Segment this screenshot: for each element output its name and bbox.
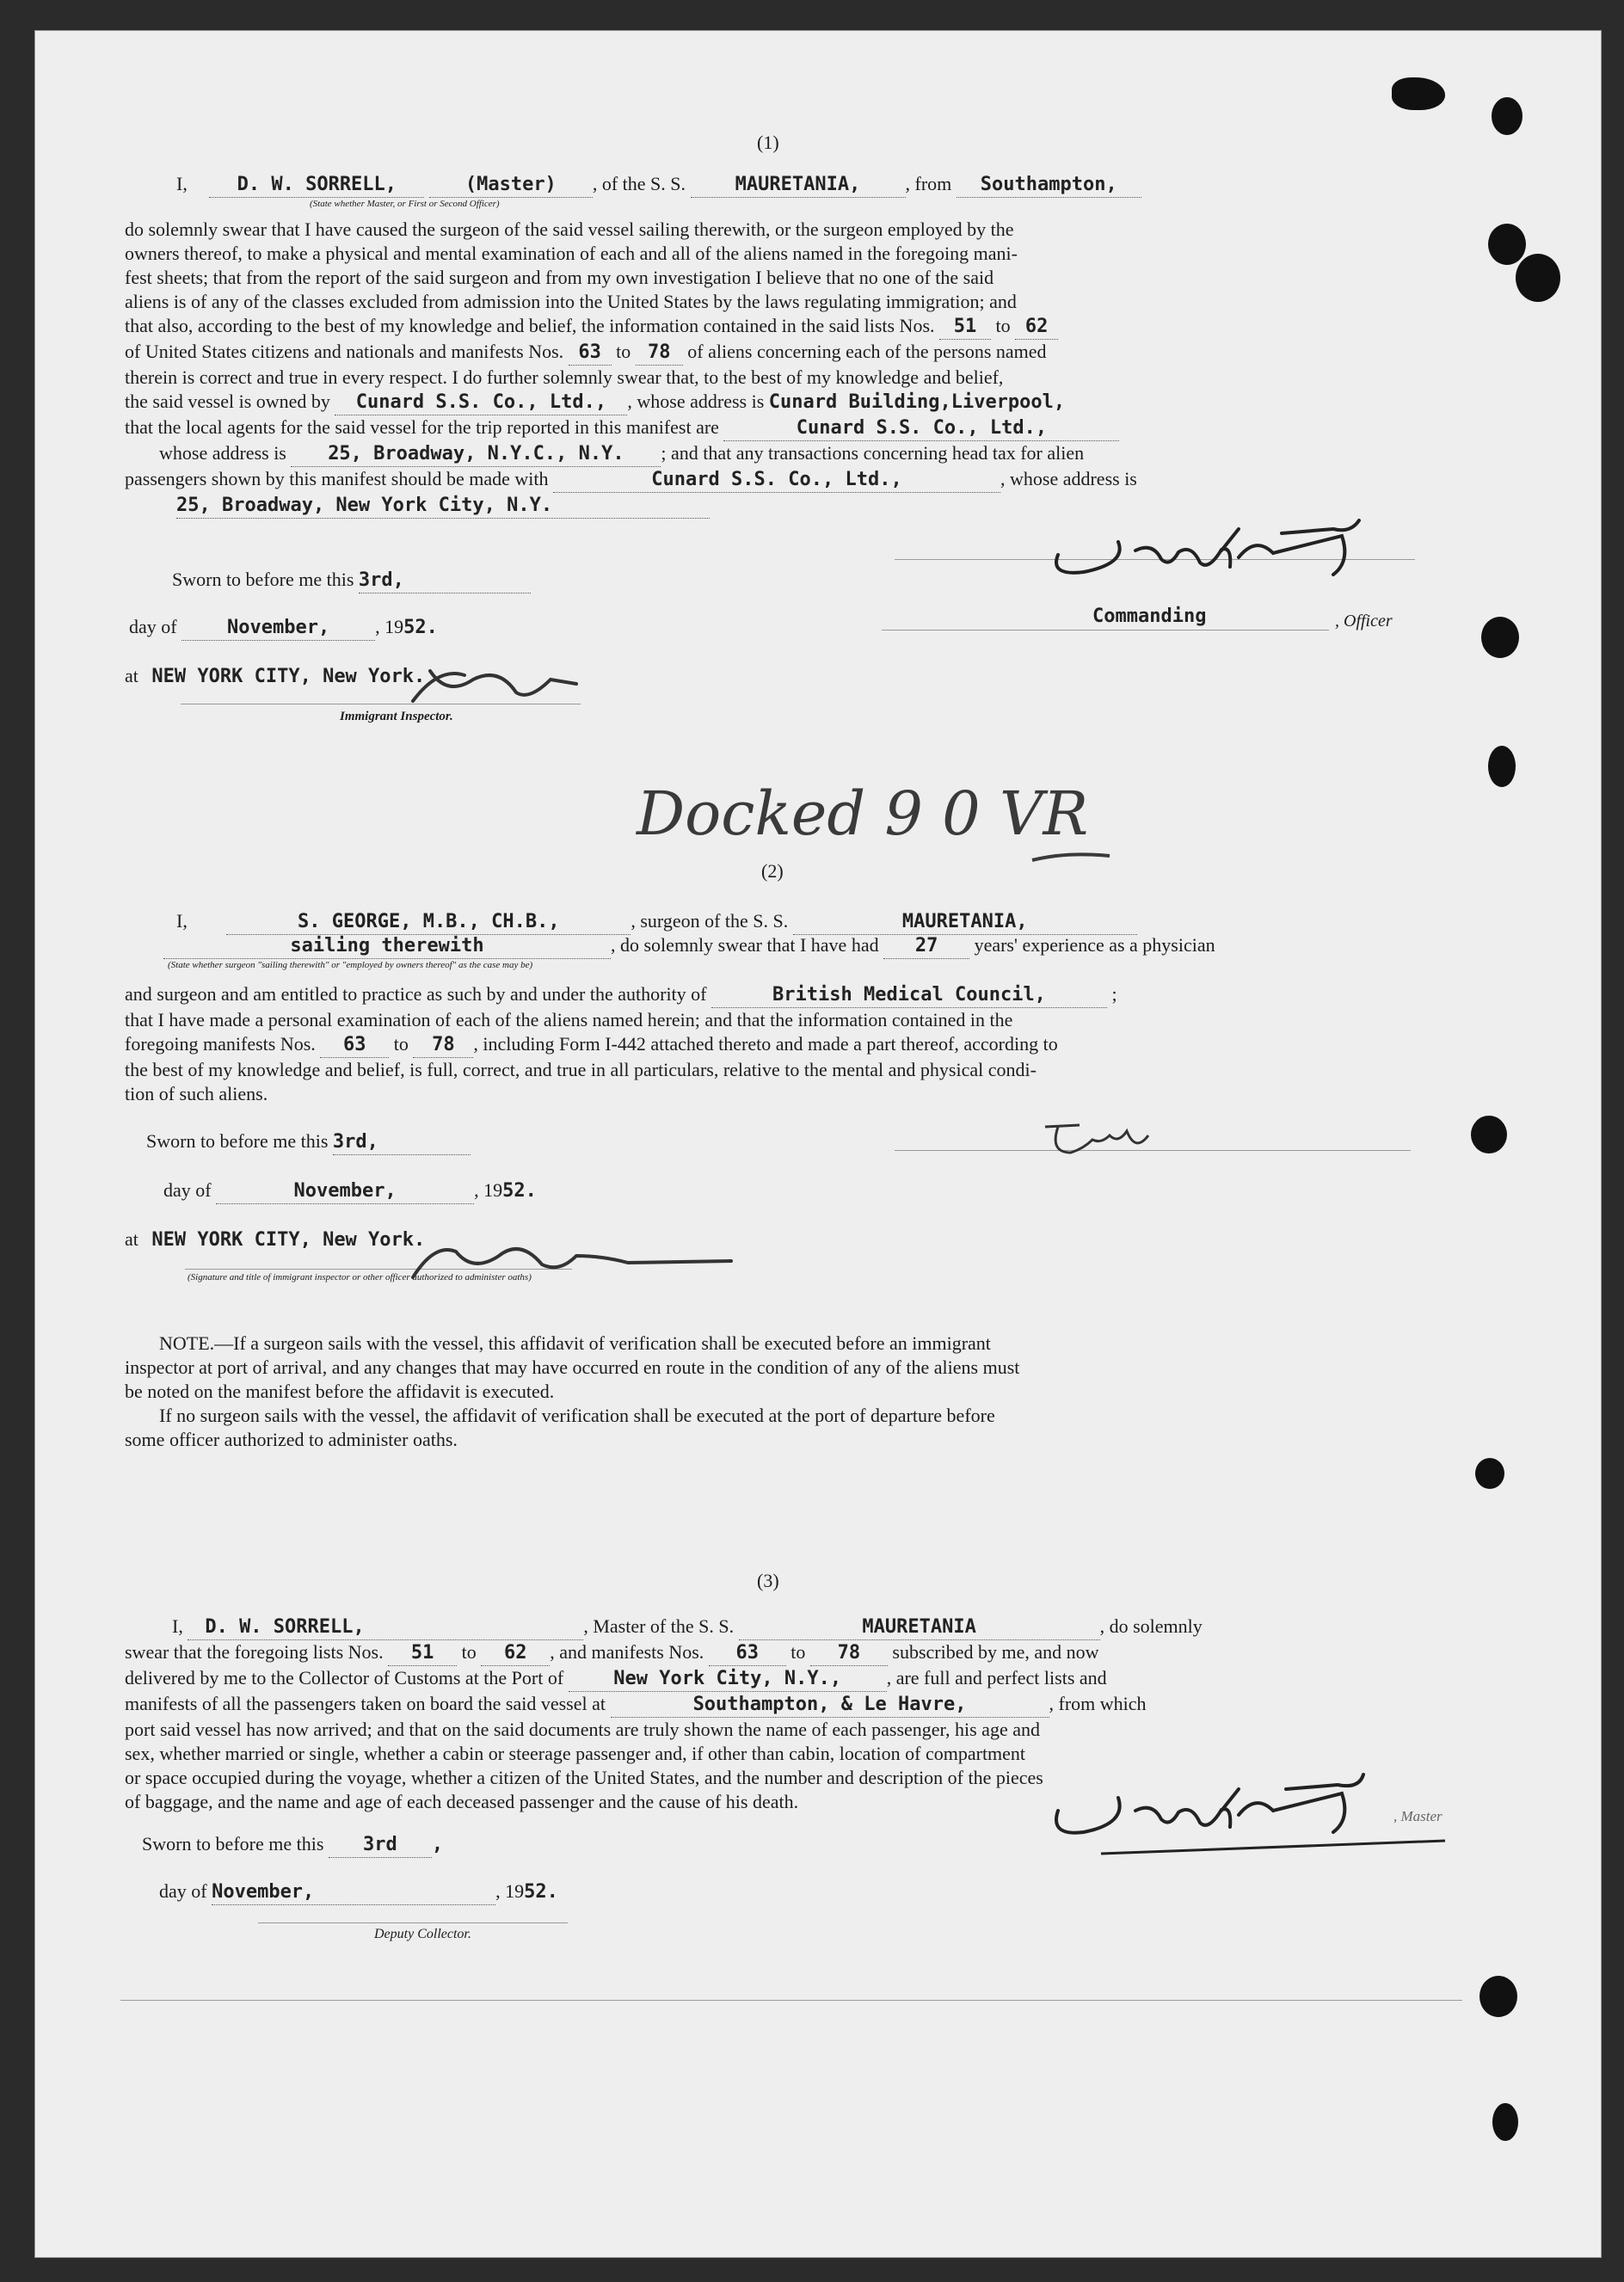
lists-to: 62 <box>481 1641 550 1666</box>
body-line <box>125 467 1467 493</box>
to-text: to <box>393 1033 409 1055</box>
section-1-number: (1) <box>757 132 779 153</box>
surgeon-of-text: , surgeon of the S. S. <box>631 910 789 932</box>
sworn-day: 3rd <box>329 1833 432 1858</box>
body-line: therein is correct and true in every respect. I do further solemnly swear that, to the best of my knowledge and belief, <box>125 366 1004 388</box>
owned-text: the said vessel is owned by <box>125 391 330 412</box>
footer-rule <box>120 2000 1462 2001</box>
master-name: D. W. SORRELL, <box>209 173 424 198</box>
to-text: to <box>616 341 631 362</box>
owner-address: Cunard Building,Liverpool, <box>768 391 1066 413</box>
section-2-body <box>125 982 1467 1106</box>
date-line-2 <box>163 1178 537 1204</box>
body-line: fest sheets; that from the report of the said surgeon and from my own investigation I believe that no one of the said <box>125 267 994 288</box>
collector-signature-line <box>258 1922 568 1923</box>
body-line: port said vessel has now arrived; and that on the said documents are truly shown the name of each passenger, his age and <box>125 1719 1040 1740</box>
punch-hole <box>1488 224 1526 265</box>
to-text: to <box>461 1641 477 1663</box>
manifests-to: 78 <box>810 1641 888 1666</box>
body-line <box>125 1666 1467 1692</box>
punch-hole <box>1492 2103 1518 2141</box>
master-label: , Master <box>1393 1808 1443 1824</box>
section-2-line-2 <box>163 933 1471 959</box>
sworn-line-3 <box>142 1832 443 1858</box>
manifests-to: 78 <box>413 1033 473 1058</box>
experience-text: , do solemnly swear that I have had <box>611 934 879 956</box>
ports-from: Southampton, & Le Havre, <box>611 1693 1049 1718</box>
inspector-signature-1 <box>396 654 594 714</box>
body-line: aliens is of any of the classes excluded from admission into the United States by the laws regulating immigration; and <box>125 291 1017 312</box>
year: 52. <box>403 617 438 638</box>
manifests-from: 63 <box>709 1641 786 1666</box>
at-text: at <box>125 1228 138 1250</box>
ship-name: MAURETANIA, <box>793 910 1137 935</box>
lists-to: 62 <box>1015 315 1058 340</box>
master-of-text: , Master of the S. S. <box>583 1615 735 1637</box>
punch-hole <box>1479 1976 1517 2017</box>
body-line: of baggage, and the name and age of each deceased passenger and the cause of his death. <box>125 1791 799 1812</box>
agents-address-text: whose address is <box>159 442 286 464</box>
section-1-body <box>125 218 1467 519</box>
headtax-agent: Cunard S.S. Co., Ltd., <box>553 468 1000 493</box>
handwritten-docked-note <box>602 766 1221 869</box>
punch-hole <box>1488 746 1516 787</box>
manifests-to: 78 <box>636 341 683 366</box>
note-block <box>125 1332 1467 1452</box>
sworn-day: 3rd, <box>333 1130 471 1155</box>
lists-from: 51 <box>388 1641 457 1666</box>
rank-note: (State whether Master, or First or Second Officer) <box>310 199 500 209</box>
body-line <box>125 390 1467 415</box>
from-which-text: , from which <box>1049 1693 1147 1714</box>
year-prefix: , 19 <box>375 616 404 637</box>
manifest-affidavit-page <box>34 30 1602 2258</box>
handwritten-note-text: Docked 9 0 VR <box>637 778 1089 849</box>
intro-i: I, <box>172 1615 183 1637</box>
month: November, <box>216 1179 474 1204</box>
section-3-line-1 <box>172 1615 1479 1640</box>
body-line: sex, whether married or single, whether a cabin or steerage passenger and, if other than cabin, location of compartment <box>125 1743 1026 1764</box>
agents-address: 25, Broadway, N.Y.C., N.Y. <box>291 442 661 467</box>
section-3-number: (3) <box>757 1570 779 1591</box>
sworn-line-2 <box>146 1129 471 1155</box>
perfect-lists-text: , are full and perfect lists and <box>886 1667 1107 1688</box>
sworn-day: 3rd, <box>359 569 531 594</box>
officer-title: Commanding <box>1092 606 1207 627</box>
body-line: or space occupied during the voyage, whether a citizen of the United States, and the number and description of the pieces <box>125 1767 1043 1788</box>
year: 52. <box>524 1881 558 1903</box>
date-line-3 <box>159 1879 558 1905</box>
ink-blot <box>1392 77 1445 110</box>
intro-i: I, <box>176 910 188 932</box>
inspector-label: Immigrant Inspector. <box>340 710 453 723</box>
master-signature-1 <box>1024 516 1488 594</box>
body-line <box>125 1692 1467 1718</box>
taken-on-board-text: manifests of all the passengers taken on board the said vessel at <box>125 1693 606 1714</box>
body-line <box>125 441 1467 467</box>
agents: Cunard S.S. Co., Ltd., <box>723 416 1119 441</box>
master-name: D. W. SORRELL, <box>188 1615 583 1640</box>
ship-name: MAURETANIA, <box>691 173 906 198</box>
sworn-text: Sworn to before me this <box>146 1130 329 1152</box>
year-prefix: , 19 <box>474 1179 503 1201</box>
body-line <box>125 493 1467 519</box>
note-line: inspector at port of arrival, and any changes that may have occurred en route in the condition of any of the aliens must <box>125 1356 1020 1378</box>
from-text: , from <box>905 173 952 194</box>
date-line-1 <box>129 615 438 641</box>
body-line: do solemnly swear that I have caused the surgeon of the said vessel sailing therewith, or the surgeon employed by the <box>125 218 1014 240</box>
collector-label: Deputy Collector. <box>374 1927 471 1941</box>
note-line: NOTE.—If a surgeon sails with the vessel, this affidavit of verification shall be executed before an immigrant <box>159 1332 991 1354</box>
at-text: at <box>125 665 138 686</box>
sailing-status: sailing therewith <box>163 934 611 959</box>
note-line: some officer authorized to administer oaths. <box>125 1429 458 1450</box>
punch-hole <box>1492 97 1522 135</box>
authority: British Medical Council, <box>711 983 1107 1008</box>
day-of-text: day of <box>129 616 177 637</box>
body-line <box>125 1640 1467 1666</box>
head-tax-text: ; and that any transactions concerning head tax for alien <box>661 442 1085 464</box>
body-line: the best of my knowledge and belief, is full, correct, and true in all particulars, relative to the mental and physical condi- <box>125 1059 1037 1080</box>
years-experience: 27 <box>883 934 969 959</box>
experience-text-b: years' experience as a physician <box>974 934 1215 956</box>
authority-text: and surgeon and am entitled to practice as such by and under the authority of <box>125 983 707 1005</box>
note-line: If no surgeon sails with the vessel, the affidavit of verification shall be executed at the port of departure before <box>159 1405 995 1426</box>
place-line-2 <box>125 1227 425 1252</box>
section-1-line-1 <box>176 172 1467 198</box>
lists-text: swear that the foregoing lists Nos. <box>125 1641 384 1663</box>
body-line <box>125 1032 1467 1058</box>
lists-from: 51 <box>939 315 991 340</box>
year: 52. <box>502 1180 537 1202</box>
punch-hole <box>1516 254 1560 302</box>
agents-text: that the local agents for the said vessel for the trip reported in this manifest are <box>125 416 719 438</box>
manifests-from: 63 <box>320 1033 389 1058</box>
ship-name: MAURETANIA <box>739 1615 1100 1640</box>
subscribed-text: subscribed by me, and now <box>892 1641 1099 1663</box>
manifests-text: of United States citizens and nationals and manifests Nos. <box>125 341 564 362</box>
year-prefix: , 19 <box>495 1880 525 1902</box>
body-line: owners thereof, to make a physical and mental examination of each and all of the aliens named in the foregoing mani- <box>125 243 1018 264</box>
surgeon-name: S. GEORGE, M.B., CH.B., <box>226 910 631 935</box>
section-2-number: (2) <box>761 860 784 882</box>
sailing-note: (State whether surgeon "sailing therewith" or "employed by owners thereof" as the case may be) <box>168 960 533 970</box>
surgeon-signature <box>1032 1110 1204 1170</box>
note-line: be noted on the manifest before the affidavit is executed. <box>125 1381 555 1402</box>
sworn-text: Sworn to before me this <box>142 1833 324 1855</box>
solemnly-text: , do solemnly <box>1099 1615 1203 1637</box>
officer-label: , Officer <box>1335 612 1393 630</box>
comma: , <box>431 1834 444 1855</box>
month: November, <box>181 616 375 641</box>
departure-port: Southampton, <box>957 173 1141 198</box>
punch-hole <box>1481 617 1519 658</box>
collector-text: delivered by me to the Collector of Customs at the Port of <box>125 1667 564 1688</box>
sworn-text: Sworn to before me this <box>172 569 354 590</box>
to-text: to <box>995 315 1011 336</box>
body-line: and surgeon and am entitled to practice as such by and under the authority of British Medical Council, ; <box>125 982 1467 1008</box>
of-the-ss-text: , of the S. S. <box>592 173 686 194</box>
place: NEW YORK CITY, New York. <box>151 1229 426 1251</box>
manifests-text: foregoing manifests Nos. <box>125 1033 316 1055</box>
day-of-text: day of <box>159 1880 207 1902</box>
body-line <box>125 340 1467 366</box>
to-text: to <box>790 1641 806 1663</box>
inspector-signature-2 <box>396 1230 757 1290</box>
day-of-text: day of <box>163 1179 212 1201</box>
sworn-line-1 <box>172 568 531 594</box>
lists-text: that also, according to the best of my knowledge and belief, the information contained in the said lists Nos. <box>125 315 935 336</box>
body-line: that I have made a personal examination of each of the aliens named herein; and that the information contained in the <box>125 1009 1013 1030</box>
section-2-line-1 <box>176 909 1467 935</box>
manifests-text: , and manifests Nos. <box>550 1641 704 1663</box>
body-line <box>125 415 1467 441</box>
manifests-text-b: of aliens concerning each of the persons named <box>687 341 1047 362</box>
address-text: , whose address is <box>627 391 765 412</box>
punch-hole <box>1471 1116 1507 1153</box>
place-line-1 <box>125 664 425 689</box>
master-rank: (Master) <box>429 173 593 198</box>
headtax-text: passengers shown by this manifest should be made with <box>125 468 549 489</box>
intro-i: I, <box>176 173 188 194</box>
place: NEW YORK CITY, New York. <box>151 666 426 687</box>
form-text: , including Form I-442 attached thereto and made a part thereof, according to <box>473 1033 1058 1055</box>
body-line <box>125 314 1467 340</box>
manifests-from: 63 <box>569 341 612 366</box>
headtax-address: 25, Broadway, New York City, N.Y. <box>176 494 710 519</box>
inspector-label: (Signature and title of immigrant inspector or other officer authorized to administer oaths) <box>188 1272 532 1282</box>
port-of-arrival: New York City, N.Y., <box>569 1667 887 1692</box>
month: November, <box>212 1880 495 1905</box>
punch-hole <box>1475 1458 1504 1489</box>
address-text: , whose address is <box>1000 468 1137 489</box>
body-line: tion of such aliens. <box>125 1083 268 1104</box>
owner: Cunard S.S. Co., Ltd., <box>335 391 627 415</box>
